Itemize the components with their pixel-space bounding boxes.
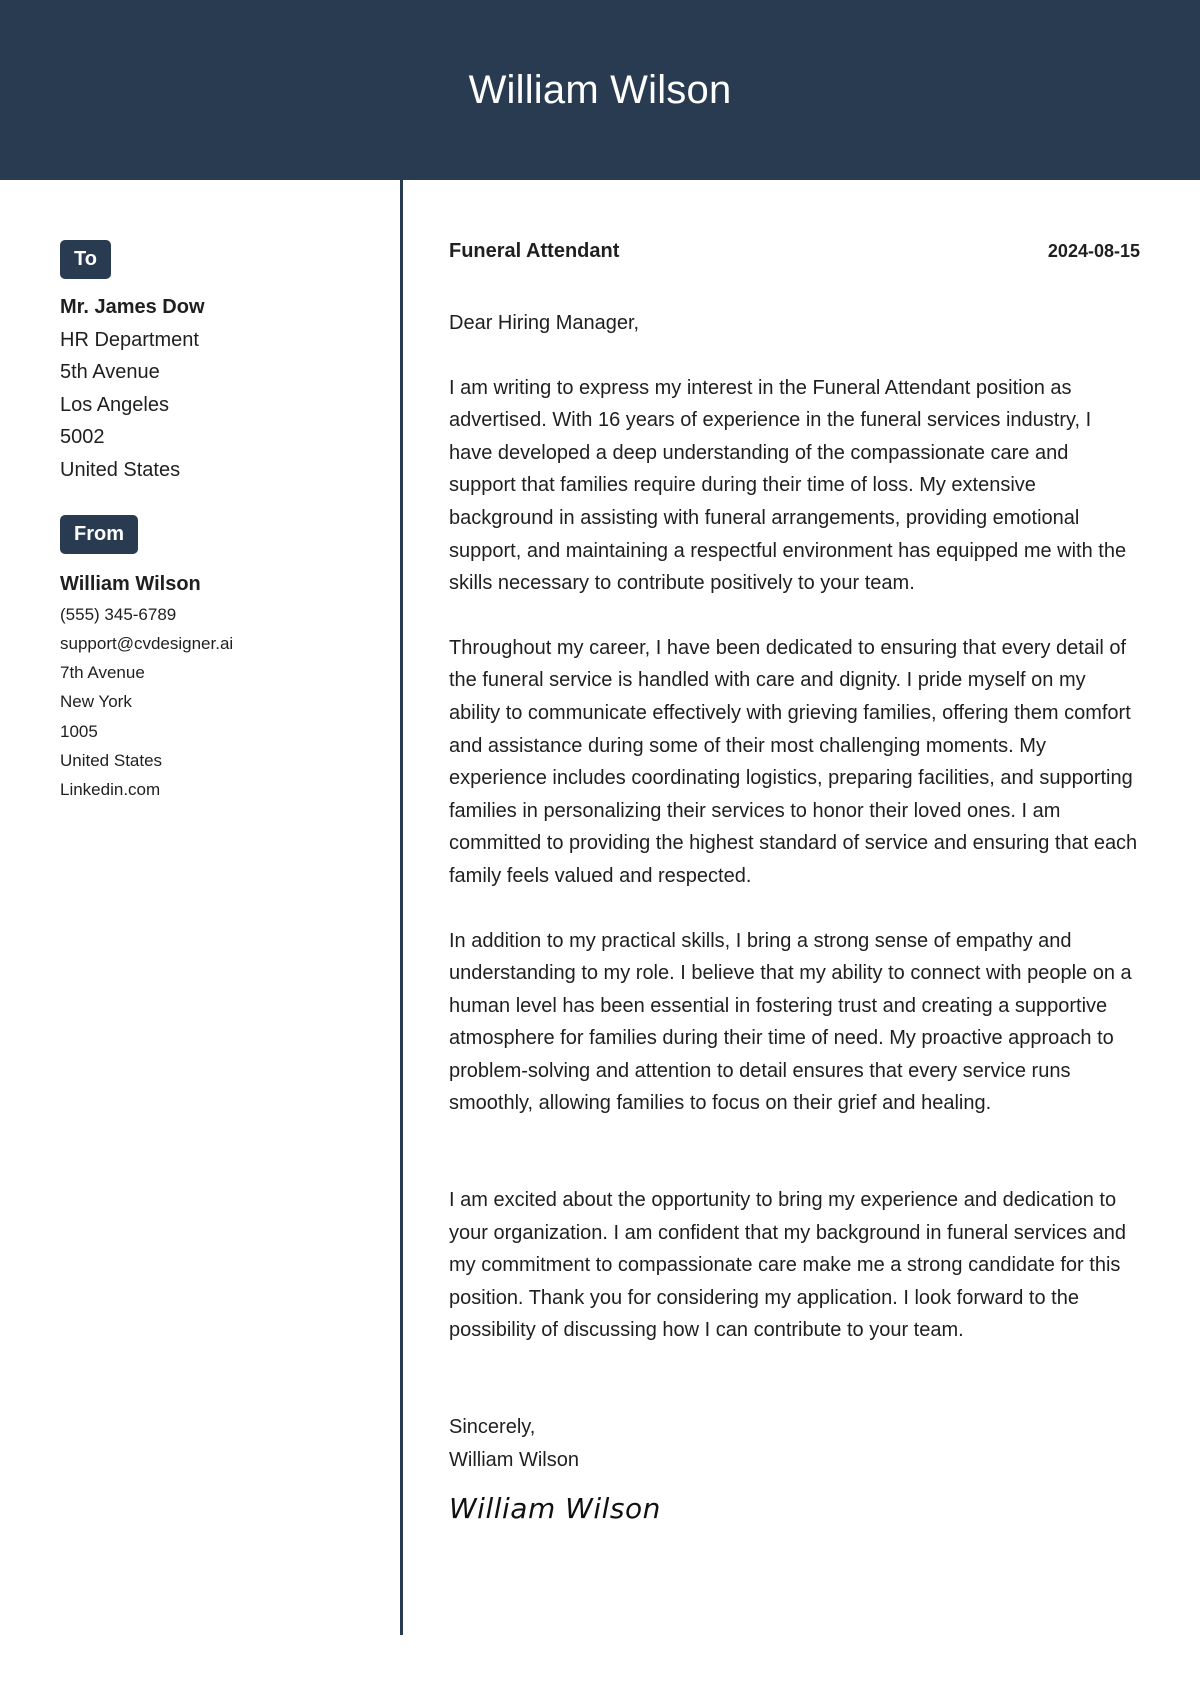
job-title: Funeral Attendant: [449, 240, 620, 262]
closing-phrase: Sincerely,: [449, 1416, 536, 1439]
sender-linkedin: Linkedin.com: [60, 780, 161, 800]
sender-line: United States: [60, 751, 163, 771]
closing-block: [449, 1411, 1140, 1476]
letter-date: 2024-08-15: [1047, 241, 1140, 261]
sender-line: 1005: [60, 721, 98, 741]
sender-line: 7th Avenue: [60, 663, 145, 683]
recipient-line: United States: [60, 458, 181, 481]
handwritten-signature: William Wilson: [449, 1492, 661, 1526]
sender-block: [60, 568, 380, 805]
letter-topline: [449, 240, 1140, 263]
sender-phone: (555) 345-6789: [60, 604, 177, 624]
letter-body: [449, 240, 1140, 1525]
recipient-name: Mr. James Dow: [60, 296, 205, 318]
letter-paragraph: I am excited about the opportunity to bring my experience and dedication to your organization. I am confident that my background in funeral services and my commitment to compassionate care make me a strong candidate for this position. Thank you for considering my application. I look forward to the possibility of discussing how I can contribute to your team.: [449, 1189, 1127, 1342]
recipient-block: [60, 291, 380, 487]
salutation: Dear Hiring Manager,: [449, 312, 640, 334]
letter-paragraph: In addition to my practical skills, I bring a strong sense of empathy and understanding to my role. I believe that my ability to connect with people on a human level has been essential in fostering trust and creating a supportive atmosphere for families during their time of need. My proactive approach to problem-solving and attention to detail ensures that every service runs smoothly, allowing families to focus on their grief and healing.: [449, 929, 1132, 1115]
contact-sidebar: [60, 240, 380, 805]
letter-paragraph: I am writing to express my interest in the Funeral Attendant position as advertised. With 16 years of experience in the funeral services industry, I have developed a deep understanding of the compassionate care and support that families require during their time of loss. My extensive background in assisting with funeral arrangements, providing emotional support, and maintaining a respectful environment has equipped me with the skills necessary to contribute positively to your team.: [449, 376, 1127, 595]
recipient-line: 5002: [60, 426, 105, 449]
column-divider: [400, 180, 403, 1635]
header-banner: [0, 0, 1200, 180]
applicant-name-heading: William Wilson: [468, 67, 732, 112]
sender-email: support@cvdesigner.ai: [60, 633, 234, 653]
letter-paragraph: Throughout my career, I have been dedicated to ensuring that every detail of the funeral service is handled with care and dignity. I pride myself on my ability to communicate effectively with grieving families, offering them comfort and assistance during some of their most challenging moments. My experience includes coordinating logistics, preparing facilities, and supporting families in personalizing their services to honor their loved ones. I am committed to providing the highest standard of service and ensuring that each family feels valued and respected.: [449, 636, 1138, 887]
recipient-line: 5th Avenue: [60, 361, 160, 384]
closing-name: William Wilson: [449, 1448, 579, 1471]
recipient-line: Los Angeles: [60, 393, 169, 416]
sender-line: New York: [60, 692, 132, 712]
sender-name: William Wilson: [60, 572, 201, 595]
to-label-badge: To: [60, 240, 111, 279]
from-label-badge: From: [60, 515, 138, 554]
recipient-line: HR Department: [60, 328, 199, 351]
